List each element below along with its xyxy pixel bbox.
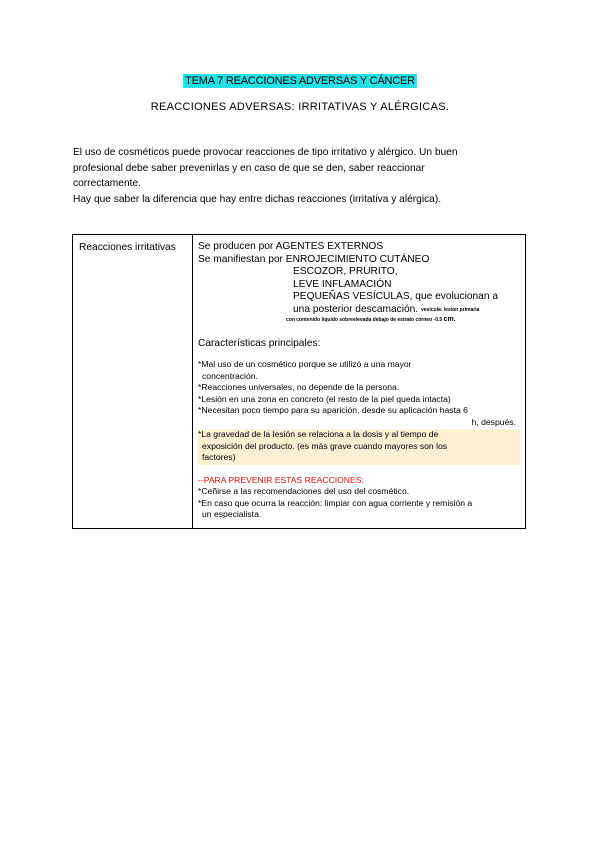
highlighted-list-item [198, 429, 520, 465]
list-item-text: un especialista. [202, 509, 262, 519]
list-item [198, 359, 520, 382]
manifest-item: ENROJECIMIENTO CUTÁNEO [285, 253, 430, 265]
vesicle-note-line [198, 316, 520, 324]
manifest-item: una posterior descamación. [293, 303, 419, 315]
list-item-text: *La gravedad de la lesión se relaciona a la dosis y al tiempo de [198, 429, 439, 439]
cause-line: Se producen por AGENTES EXTERNOS [198, 241, 384, 252]
vesicle-note: vesícula: lesión primaria [421, 306, 480, 313]
prevention-heading: --PARA PREVENIR ESTAS REACCIONES: [198, 474, 364, 485]
list-item [198, 405, 520, 428]
intro-line: correctamente. [73, 178, 141, 189]
manifest-prefix: Se manifiestan por [198, 253, 283, 265]
list-item-text: exposición del producto. (es más grave cuando mayores son los [202, 440, 448, 451]
vesicle-note-text: con contenido líquido sobreelevada debajo de estrato córneo -0.5 [286, 317, 443, 323]
list-item: *Lesión en una zona en concreto (el resto de la piel queda intacta) [198, 393, 451, 404]
manifest-item-with-note [198, 304, 520, 317]
characteristics-heading: Características principales: [198, 338, 321, 349]
intro-paragraph [73, 145, 523, 207]
document-subtitle: REACCIONES ADVERSAS: IRRITATIVAS Y ALÉRGICAS. [150, 101, 450, 113]
manifest-item: PEQUEÑAS VESÍCULAS, que evolucionan a [293, 291, 498, 302]
list-item-text: factores) [202, 452, 236, 462]
row-label-irritative: Reacciones irritativas [79, 242, 176, 253]
intro-line: Hay que saber la diferencia que hay entre dichas reacciones (irritativa y alérgica). [73, 193, 442, 205]
title-wrapper [0, 71, 600, 89]
list-item-text: *En caso que ocurra la reacción: limpiar con agua corriente y remisión a [198, 497, 473, 508]
intro-line: profesional debe saber prevenirlas y en caso de que se den, saber reaccionar [73, 162, 425, 174]
list-item: *Reacciones universales, no depende de la persona. [198, 382, 400, 392]
list-item-text: *Mal uso de un cosmético porque se utilizó a una mayor [198, 359, 412, 369]
manifest-item: ESCOZOR, PRURITO, [293, 266, 398, 277]
manifest-item: LEVE INFLAMACIÓN [293, 278, 392, 290]
reactions-table [72, 234, 526, 529]
list-item: *Ceñirse a las recomendaciones del uso del cosmético. [198, 486, 410, 496]
list-item [198, 498, 520, 521]
list-item-text: *Necesitan poco tiempo para su aparición. desde su aplicación hasta 6 [198, 405, 468, 415]
intro-line: El uso de cosméticos puede provocar reacciones de tipo irritativo y alérgico. Un buen [73, 147, 458, 158]
table-divider [192, 235, 193, 528]
characteristics-list [198, 359, 520, 465]
list-item-text: concentración. [202, 370, 258, 381]
vesicle-note-unit: cm. [443, 316, 456, 323]
document-title: TEMA 7 REACCIONES ADVERSAS Y CÁNCER [185, 75, 415, 87]
list-item-text: h, después. [471, 416, 516, 427]
manifest-line [198, 254, 520, 267]
irritative-content [198, 241, 520, 521]
prevention-list [198, 486, 520, 521]
